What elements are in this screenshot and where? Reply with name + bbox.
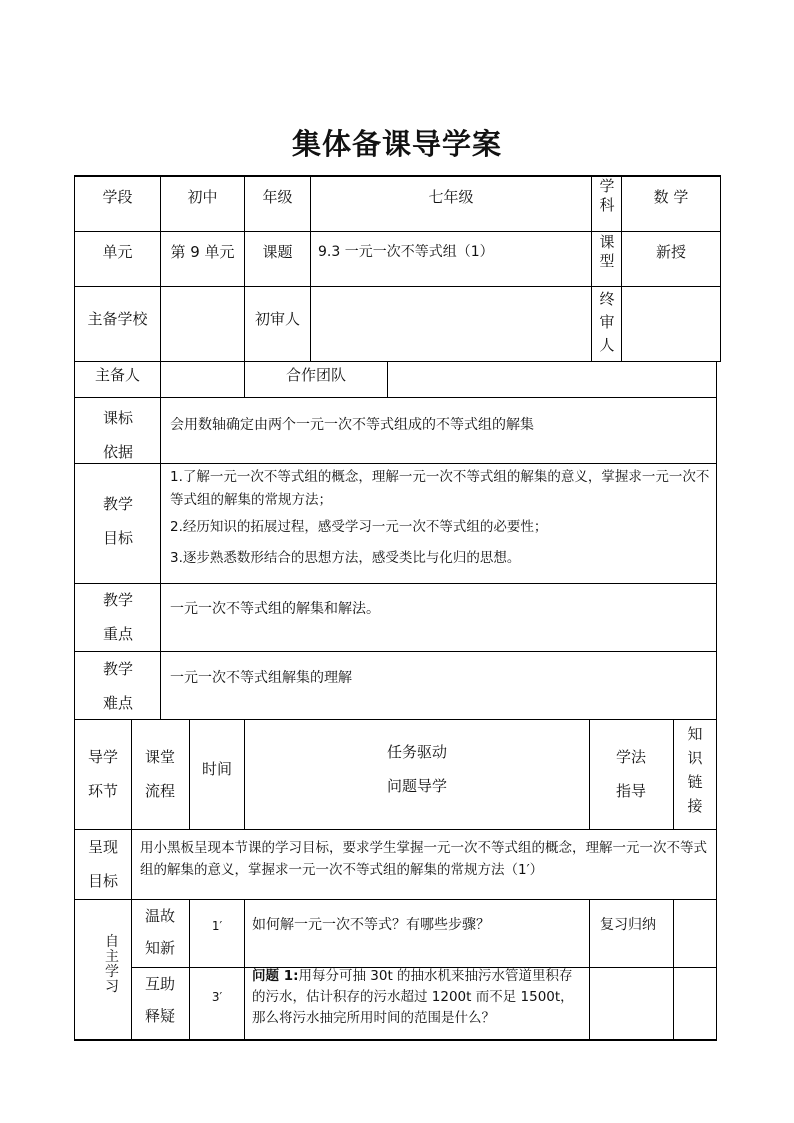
header-time: 时间 xyxy=(201,760,232,778)
type-label: 课型 xyxy=(599,233,615,270)
time-help: 3′ xyxy=(211,990,223,1004)
flow-review: 温故知新 xyxy=(144,907,175,957)
key-text: 一元一次不等式组的解集和解法。 xyxy=(170,601,380,617)
basis-text: 会用数轴确定由两个一元一次不等式组成的不等式组的解集 xyxy=(170,417,534,433)
method-review: 复习归纳 xyxy=(600,917,656,933)
self-study-label: 自主学习 xyxy=(105,934,119,995)
unit-label: 单元 xyxy=(102,243,133,261)
unit-value: 第 9 单元 xyxy=(170,243,235,261)
header-stage: 导学环节 xyxy=(87,748,118,800)
header-task-line2: 问题导学 xyxy=(386,777,447,795)
time-review: 1′ xyxy=(211,919,223,933)
subject-value: 数 学 xyxy=(653,188,689,206)
header-link: 知识链接 xyxy=(687,725,703,815)
task-help-bold: 问题 1: xyxy=(252,968,299,984)
grade-value: 七年级 xyxy=(428,188,474,206)
type-value: 新授 xyxy=(655,243,686,261)
first-reviewer-label: 初审人 xyxy=(254,310,300,328)
goal-item-3: 3.逐步熟悉数形结合的思想方法，感受类比与化归的思想。 xyxy=(170,550,521,566)
key-label: 教学重点 xyxy=(102,591,133,643)
present-label: 呈现目标 xyxy=(87,838,118,890)
preparer-label: 主备人 xyxy=(94,366,140,384)
basis-label: 课标依据 xyxy=(102,409,133,461)
grade-label: 年级 xyxy=(262,188,293,206)
difficulty-label: 教学难点 xyxy=(102,660,133,712)
team-label: 合作团队 xyxy=(285,366,346,384)
topic-label: 课题 xyxy=(262,243,293,261)
goal-item-2: 2.经历知识的拓展过程，感受学习一元一次不等式组的必要性； xyxy=(170,519,548,535)
task-review: 如何解一元一次不等式？有哪些步骤？ xyxy=(252,917,490,933)
flow-help: 互助释疑 xyxy=(144,975,175,1025)
final-reviewer-label: 终审人 xyxy=(599,290,615,354)
goal-item-1: 1.了解一元一次不等式组的概念，理解一元一次不等式组的解集的意义，掌握求一元一次不等式组的解集的常规方法； xyxy=(170,469,710,508)
stage-label: 学段 xyxy=(102,188,133,206)
task-help xyxy=(252,966,584,1029)
task-help-text: 用每分可抽 30t 的抽水机来抽污水管道里积存的污水，估计积存的污水超过 1200t 而不足 1500t，那么将污水抽完所用时间的范围是什么？ xyxy=(252,968,574,1026)
goals-label: 教学目标 xyxy=(102,495,133,547)
header-method: 学法指导 xyxy=(615,748,646,800)
school-label: 主备学校 xyxy=(87,310,148,328)
page-title: 集体备课导学案 xyxy=(291,127,502,161)
header-flow: 课堂流程 xyxy=(144,748,175,800)
header-task-line1: 任务驱动 xyxy=(386,743,447,761)
subject-label: 学科 xyxy=(599,177,615,214)
difficulty-text: 一元一次不等式组解集的理解 xyxy=(170,670,352,686)
stage-value: 初中 xyxy=(187,188,218,206)
topic-value: 9.3 一元一次不等式组（1） xyxy=(318,244,494,260)
present-text: 用小黑板呈现本节课的学习目标，要求学生掌握一元一次不等式组的概念，理解一元一次不等式组的解集的意义，掌握求一元一次不等式组的解集的常规方法（1′） xyxy=(140,840,707,878)
